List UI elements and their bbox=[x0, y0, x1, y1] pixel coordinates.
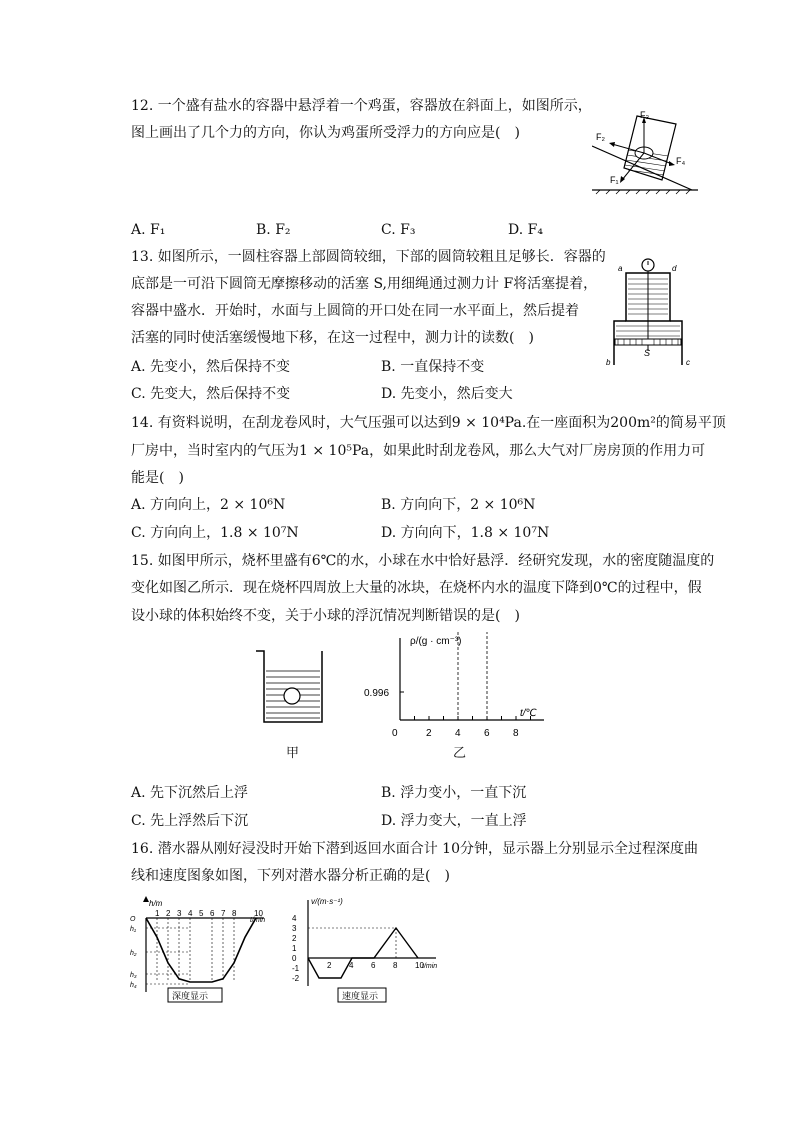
q13-line-4: 活塞的同时使活塞缓慢地下移，在这一过程中，测力计的读数( ) bbox=[131, 330, 534, 346]
q15-option-d[interactable]: D. 浮力变大，一直上浮 bbox=[381, 813, 527, 829]
q13-label-c: c bbox=[686, 358, 690, 367]
q15-option-c[interactable]: C. 先上浮然后下沉 bbox=[131, 813, 249, 829]
q15-option-a[interactable]: A. 先下沉然后上浮 bbox=[131, 785, 249, 801]
q12-option-c[interactable]: C. F₃ bbox=[381, 222, 416, 238]
q15-line-2: 变化如图乙所示．现在烧杯四周放上大量的冰块，在烧杯内水的温度下降到0℃的过程中，假 bbox=[131, 580, 702, 596]
density-caption: 乙 bbox=[453, 746, 467, 761]
q13-line-3: 容器中盛水．开始时，水面与上圆筒的开口处在同一水平面上，然后提着 bbox=[131, 303, 579, 319]
density-chart bbox=[362, 632, 552, 742]
depth-x-tick-label: 8 bbox=[232, 909, 237, 918]
q12-line-1: 12. 一个盛有盐水的容器中悬浮着一个鸡蛋，容器放在斜面上，如图所示， bbox=[131, 98, 592, 114]
speed-y-axis-label: v/(m·s⁻¹) bbox=[311, 897, 343, 906]
q12-label-f2: F₂ bbox=[596, 132, 605, 142]
speed-display-label: 速度显示 bbox=[342, 991, 379, 1001]
beaker-caption: 甲 bbox=[286, 746, 300, 761]
q14-line-2: 厂房中，当时室内的气压为1 × 10⁵Pa，如果此时刮龙卷风，那么大气对厂房房顶的作用力可 bbox=[131, 443, 706, 459]
q14-line-1: 14. 有资料说明，在刮龙卷风时，大气压强可以达到9 × 10⁴Pa.在一座面积为200m²的简易平顶 bbox=[131, 415, 726, 431]
depth-x-tick-label: 2 bbox=[166, 909, 171, 918]
q12-figure bbox=[592, 108, 702, 196]
q12-label-f4: F₄ bbox=[676, 156, 686, 166]
speed-x-axis-label: t/min bbox=[422, 963, 438, 970]
beaker-figure bbox=[252, 648, 328, 726]
depth-x-tick-label: 1 bbox=[155, 909, 160, 918]
density-x-tick-label: 0 bbox=[392, 728, 398, 739]
speed-y-tick-label: -2 bbox=[292, 974, 300, 983]
q13-option-a[interactable]: A. 先变小，然后保持不变 bbox=[131, 359, 291, 375]
q12-option-a[interactable]: A. F₁ bbox=[131, 222, 166, 238]
speed-y-tick-label: 4 bbox=[292, 914, 297, 923]
depth-x-tick-label: 4 bbox=[188, 909, 193, 918]
depth-y-tick-label: h₃ bbox=[130, 972, 137, 979]
q15-option-b[interactable]: B. 浮力变小，一直下沉 bbox=[381, 785, 527, 801]
speed-y-tick-label: 2 bbox=[292, 934, 297, 943]
q13-option-d[interactable]: D. 先变小，然后变大 bbox=[381, 386, 513, 402]
density-y-axis-label: ρ/(g · cm⁻³) bbox=[410, 636, 462, 647]
q12-line-2: 图上画出了几个力的方向，你认为鸡蛋所受浮力的方向应是( ) bbox=[131, 125, 520, 141]
depth-x-tick-label: 5 bbox=[199, 909, 204, 918]
density-y-tick-label: 0.996 bbox=[364, 688, 390, 699]
q13-figure bbox=[604, 253, 692, 369]
speed-x-tick-label: 6 bbox=[371, 961, 376, 970]
depth-y-tick-label: O bbox=[130, 916, 136, 923]
density-x-tick-label: 4 bbox=[455, 728, 461, 739]
speed-x-tick-label: 8 bbox=[393, 961, 398, 970]
q13-label-s: S bbox=[644, 348, 651, 358]
q12-option-b[interactable]: B. F₂ bbox=[256, 222, 291, 238]
q13-label-a: a bbox=[618, 264, 623, 273]
q13-option-b[interactable]: B. 一直保持不变 bbox=[381, 359, 485, 375]
q14-option-d[interactable]: D. 方向向下，1.8 × 10⁷N bbox=[381, 525, 550, 541]
density-x-tick-label: 2 bbox=[426, 728, 432, 739]
depth-y-axis-label: h/m bbox=[149, 899, 163, 908]
depth-x-tick-label: 6 bbox=[210, 909, 215, 918]
speed-x-tick-label: 2 bbox=[327, 961, 332, 970]
q14-option-a[interactable]: A. 方向向上，2 × 10⁶N bbox=[131, 497, 286, 513]
speed-y-tick-label: -1 bbox=[292, 964, 300, 973]
q13-label-b: b bbox=[606, 358, 611, 367]
speed-x-tick-label: 4 bbox=[349, 961, 354, 970]
q13-option-c[interactable]: C. 先变大，然后保持不变 bbox=[131, 386, 291, 402]
depth-y-tick-label: h₂ bbox=[130, 950, 137, 957]
q16-line-1: 16. 潜水器从刚好浸没时开始下潜到返回水面合计 10分钟，显示器上分别显示全过程深度曲 bbox=[131, 841, 698, 857]
q13-line-2: 底部是一可沿下圆筒无摩擦移动的活塞 S,用细绳通过测力计 F将活塞提着， bbox=[131, 276, 598, 292]
depth-x-tick-label: 10 bbox=[254, 909, 263, 918]
density-x-tick-label: 6 bbox=[484, 728, 490, 739]
speed-curve bbox=[308, 928, 418, 978]
speed-y-tick-label: 0 bbox=[292, 954, 297, 963]
depth-x-tick-label: 3 bbox=[177, 909, 182, 918]
q15-line-1: 15. 如图甲所示，烧杯里盛有6℃的水，小球在水中恰好悬浮．经研究发现，水的密度随温度的 bbox=[131, 553, 715, 569]
speed-x-tick-label: 10 bbox=[415, 961, 424, 970]
q13-label-d: d bbox=[672, 264, 677, 273]
q14-option-c[interactable]: C. 方向向上，1.8 × 10⁷N bbox=[131, 525, 299, 541]
q12-label-f3: F₃ bbox=[640, 110, 650, 120]
q15-line-3: 设小球的体积始终不变，关于小球的浮沉情况判断错误的是( ) bbox=[131, 608, 520, 624]
depth-x-axis-label: t/min bbox=[250, 917, 266, 924]
q14-line-3: 能是( ) bbox=[131, 470, 184, 486]
q14-option-b[interactable]: B. 方向向下，2 × 10⁶N bbox=[381, 497, 536, 513]
depth-y-tick-label: h₄ bbox=[130, 982, 137, 989]
density-x-tick-label: 8 bbox=[513, 728, 519, 739]
density-x-axis-label: t/℃ bbox=[520, 708, 537, 719]
depth-display-label: 深度显示 bbox=[172, 991, 209, 1001]
depth-chart bbox=[126, 896, 276, 1006]
speed-y-tick-label: 3 bbox=[292, 924, 297, 933]
speed-chart bbox=[286, 896, 456, 1006]
depth-x-tick-label: 7 bbox=[221, 909, 226, 918]
depth-curve bbox=[146, 918, 256, 982]
q13-line-1: 13. 如图所示，一圆柱容器上部圆筒较细，下部的圆筒较粗且足够长．容器的 bbox=[131, 249, 606, 265]
depth-y-tick-label: h₁ bbox=[130, 926, 137, 933]
q12-option-d[interactable]: D. F₄ bbox=[508, 222, 543, 238]
speed-y-tick-label: 1 bbox=[292, 944, 297, 953]
q12-label-f1: F₁ bbox=[610, 175, 619, 185]
q16-line-2: 线和速度图象如图，下列对潜水器分析正确的是( ) bbox=[131, 868, 450, 884]
